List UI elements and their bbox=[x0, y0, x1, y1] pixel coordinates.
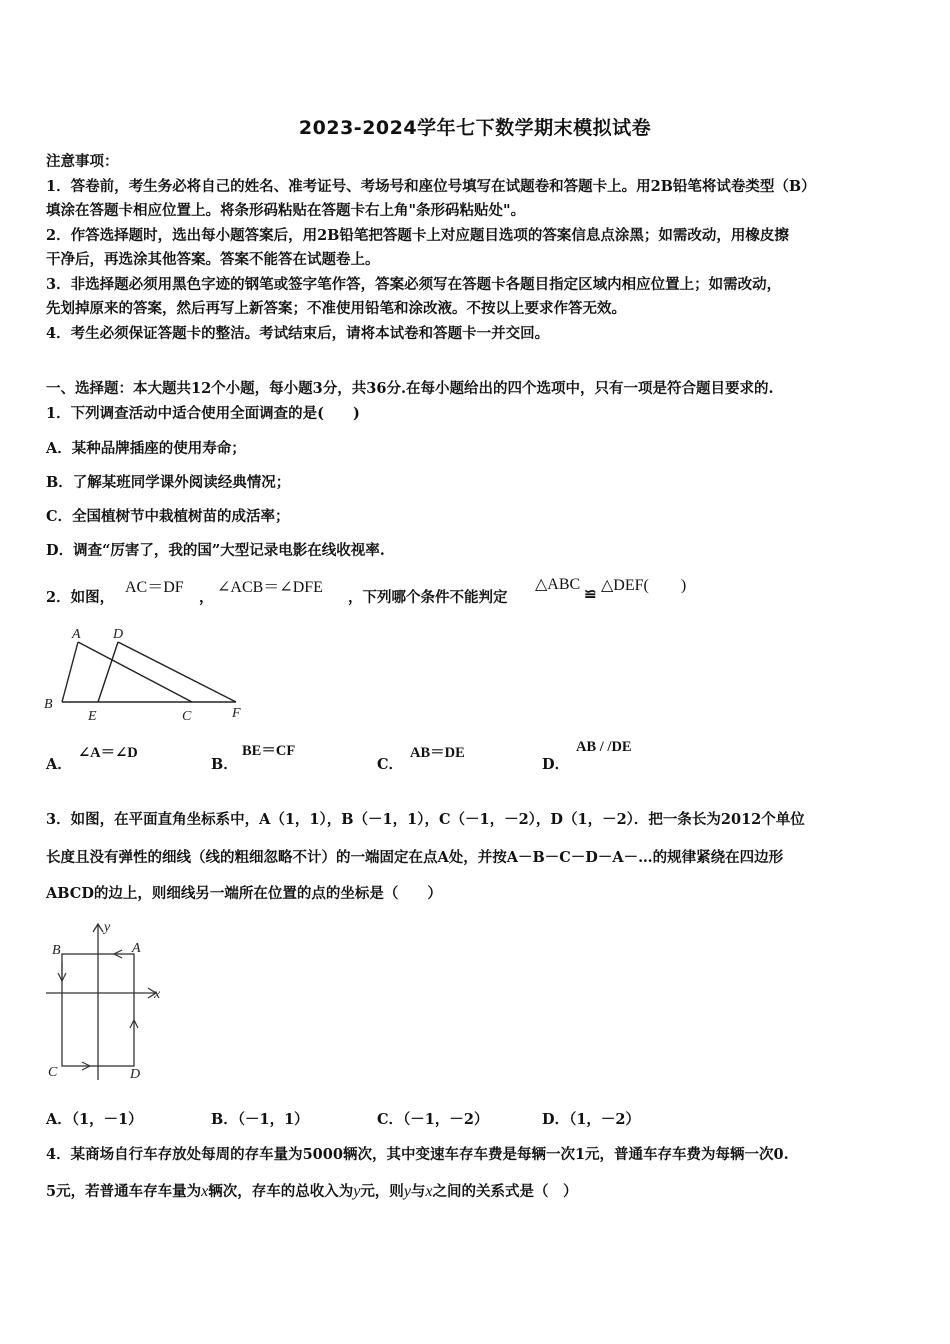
q2-option-b-letter: B． bbox=[211, 756, 238, 773]
label-b: B bbox=[44, 697, 53, 712]
q2-triangle-figure bbox=[40, 622, 250, 724]
label-d: D bbox=[113, 627, 124, 642]
q3-option-b: B．（－1，1） bbox=[211, 1111, 309, 1128]
section-heading: 一、选择题：本大题共12个小题，每小题3分，共36分.在每小题给出的四个选项中，只有一项是符合题目要求的. bbox=[46, 380, 774, 397]
q3-option-a: A．（1，－1） bbox=[46, 1111, 143, 1128]
notice-line: 1．答卷前，考生务必将自己的姓名、准考证号、考场号和座位号填写在试题卷和答题卡上。用2B铅笔将试卷类型（B） bbox=[46, 177, 816, 195]
q2-tri2: △DEF( ) bbox=[601, 577, 687, 594]
label-b: B bbox=[52, 943, 61, 958]
q4-text-e: 之间的关系式是（ ） bbox=[432, 1183, 578, 1200]
q2-prefix: 2．如图， bbox=[46, 589, 115, 606]
notice-line: 4．考生必须保证答题卡的整洁。考试结束后，请将本试卷和答题卡一并交回。 bbox=[46, 324, 550, 342]
notice-line: 3．非选择题必须用黑色字迹的钢笔或签字笔作答，答案必须写在答题卡各题目指定区域内相应位置上；如需改动， bbox=[46, 275, 782, 293]
q4-text-b: 辆次，存车的总收入为 bbox=[208, 1183, 354, 1200]
q2-option-d-math: AB / /DE bbox=[576, 739, 632, 755]
label-a: A bbox=[132, 941, 141, 956]
notice-line: 先划掉原来的答案，然后再写上新答案；不准使用铅笔和涂改液。不按以上要求作答无效。 bbox=[46, 300, 626, 317]
q1-stem: 1．下列调查活动中适合使用全面调查的是( ) bbox=[46, 405, 360, 422]
q2-option-b-math: BE＝CF bbox=[242, 743, 296, 759]
q3-option-d: D．（1，－2） bbox=[542, 1111, 641, 1128]
q2-middle: ，下列哪个条件不能判定 bbox=[348, 589, 508, 606]
q3-coordinate-figure bbox=[40, 918, 170, 1084]
var-y: y bbox=[353, 1183, 361, 1200]
q4-line-2 bbox=[46, 1180, 578, 1201]
label-x: x bbox=[154, 987, 161, 1002]
q1-option-a: A．某种品牌插座的使用寿命； bbox=[46, 440, 246, 457]
label-c: C bbox=[48, 1065, 58, 1080]
q2-stem bbox=[46, 586, 114, 607]
notice-line: 2．作答选择题时，选出每小题答案后，用2B铅笔把答题卡上对应题目选项的答案信息点涂黑；如需改动，用橡皮擦 bbox=[46, 226, 789, 244]
label-f: F bbox=[232, 706, 241, 721]
var-y: y bbox=[403, 1183, 411, 1200]
q4-line-1: 4．某商场自行车存放处每周的存车量为5000辆次，其中变速车存车费是每辆一次1元，普通车存车费为每辆一次0. bbox=[46, 1146, 789, 1163]
q1-option-d: D．调查“厉害了，我的国”大型记录电影在线收视率. bbox=[46, 542, 385, 559]
q2-sep: ， bbox=[199, 589, 214, 606]
notice-block bbox=[46, 150, 908, 346]
q3-line-3: ABCD的边上，则细线另一端所在位置的点的坐标是（ ） bbox=[46, 885, 442, 902]
q4-text-d: 与 bbox=[410, 1183, 426, 1200]
q2-cond1: AC＝DF bbox=[125, 579, 184, 596]
q1-option-c: C．全国植树节中栽植树苗的成活率； bbox=[46, 508, 290, 525]
label-d: D bbox=[130, 1067, 141, 1082]
q4-text-c: 元，则 bbox=[360, 1183, 404, 1200]
label-a: A bbox=[72, 627, 81, 642]
notice-line: 干净后，再选涂其他答案。答案不能答在试题卷上。 bbox=[46, 251, 380, 268]
segment-ab bbox=[62, 642, 78, 702]
var-x: x bbox=[201, 1183, 209, 1200]
q3-line-1: 3．如图，在平面直角坐标系中，A（1，1），B（－1，1），C（－1，－2），D（1，－2）．把一条长为2012个单位 bbox=[46, 811, 805, 828]
congruent-symbol: ≌ bbox=[584, 585, 597, 603]
q3-option-c: C．（－1，－2） bbox=[377, 1111, 489, 1128]
q1-option-b: B．了解某班同学课外阅读经典情况； bbox=[46, 474, 291, 491]
notice-line: 填涂在答题卡相应位置上。将条形码粘贴在答题卡右上角"条形码粘贴处"。 bbox=[46, 202, 526, 219]
label-c: C bbox=[182, 709, 192, 724]
var-x: x bbox=[425, 1183, 433, 1200]
page-title: 2023-2024学年七下数学期末模拟试卷 bbox=[298, 117, 652, 139]
label-e: E bbox=[88, 709, 97, 724]
q2-option-c-letter: C． bbox=[377, 756, 404, 773]
notice-heading: 注意事项： bbox=[46, 153, 119, 170]
segment-de bbox=[98, 642, 118, 702]
q2-option-a-math: ∠A＝∠D bbox=[78, 745, 138, 761]
q2-option-d-letter: D． bbox=[542, 756, 570, 773]
q3-line-2: 长度且没有弹性的细线（线的粗细忽略不计）的一端固定在点A处，并按A－B－C－D－A－…的规律紧绕在四边形 bbox=[46, 849, 784, 866]
q4-text-a: 5元，若普通车存车量为 bbox=[46, 1183, 202, 1200]
q2-cond2: ∠ACB＝∠DFE bbox=[217, 579, 323, 596]
q2-tri1: △ABC bbox=[535, 576, 581, 593]
q2-option-c-math: AB＝DE bbox=[410, 745, 465, 761]
label-y: y bbox=[104, 920, 111, 935]
q2-option-a-letter: A． bbox=[46, 756, 72, 773]
